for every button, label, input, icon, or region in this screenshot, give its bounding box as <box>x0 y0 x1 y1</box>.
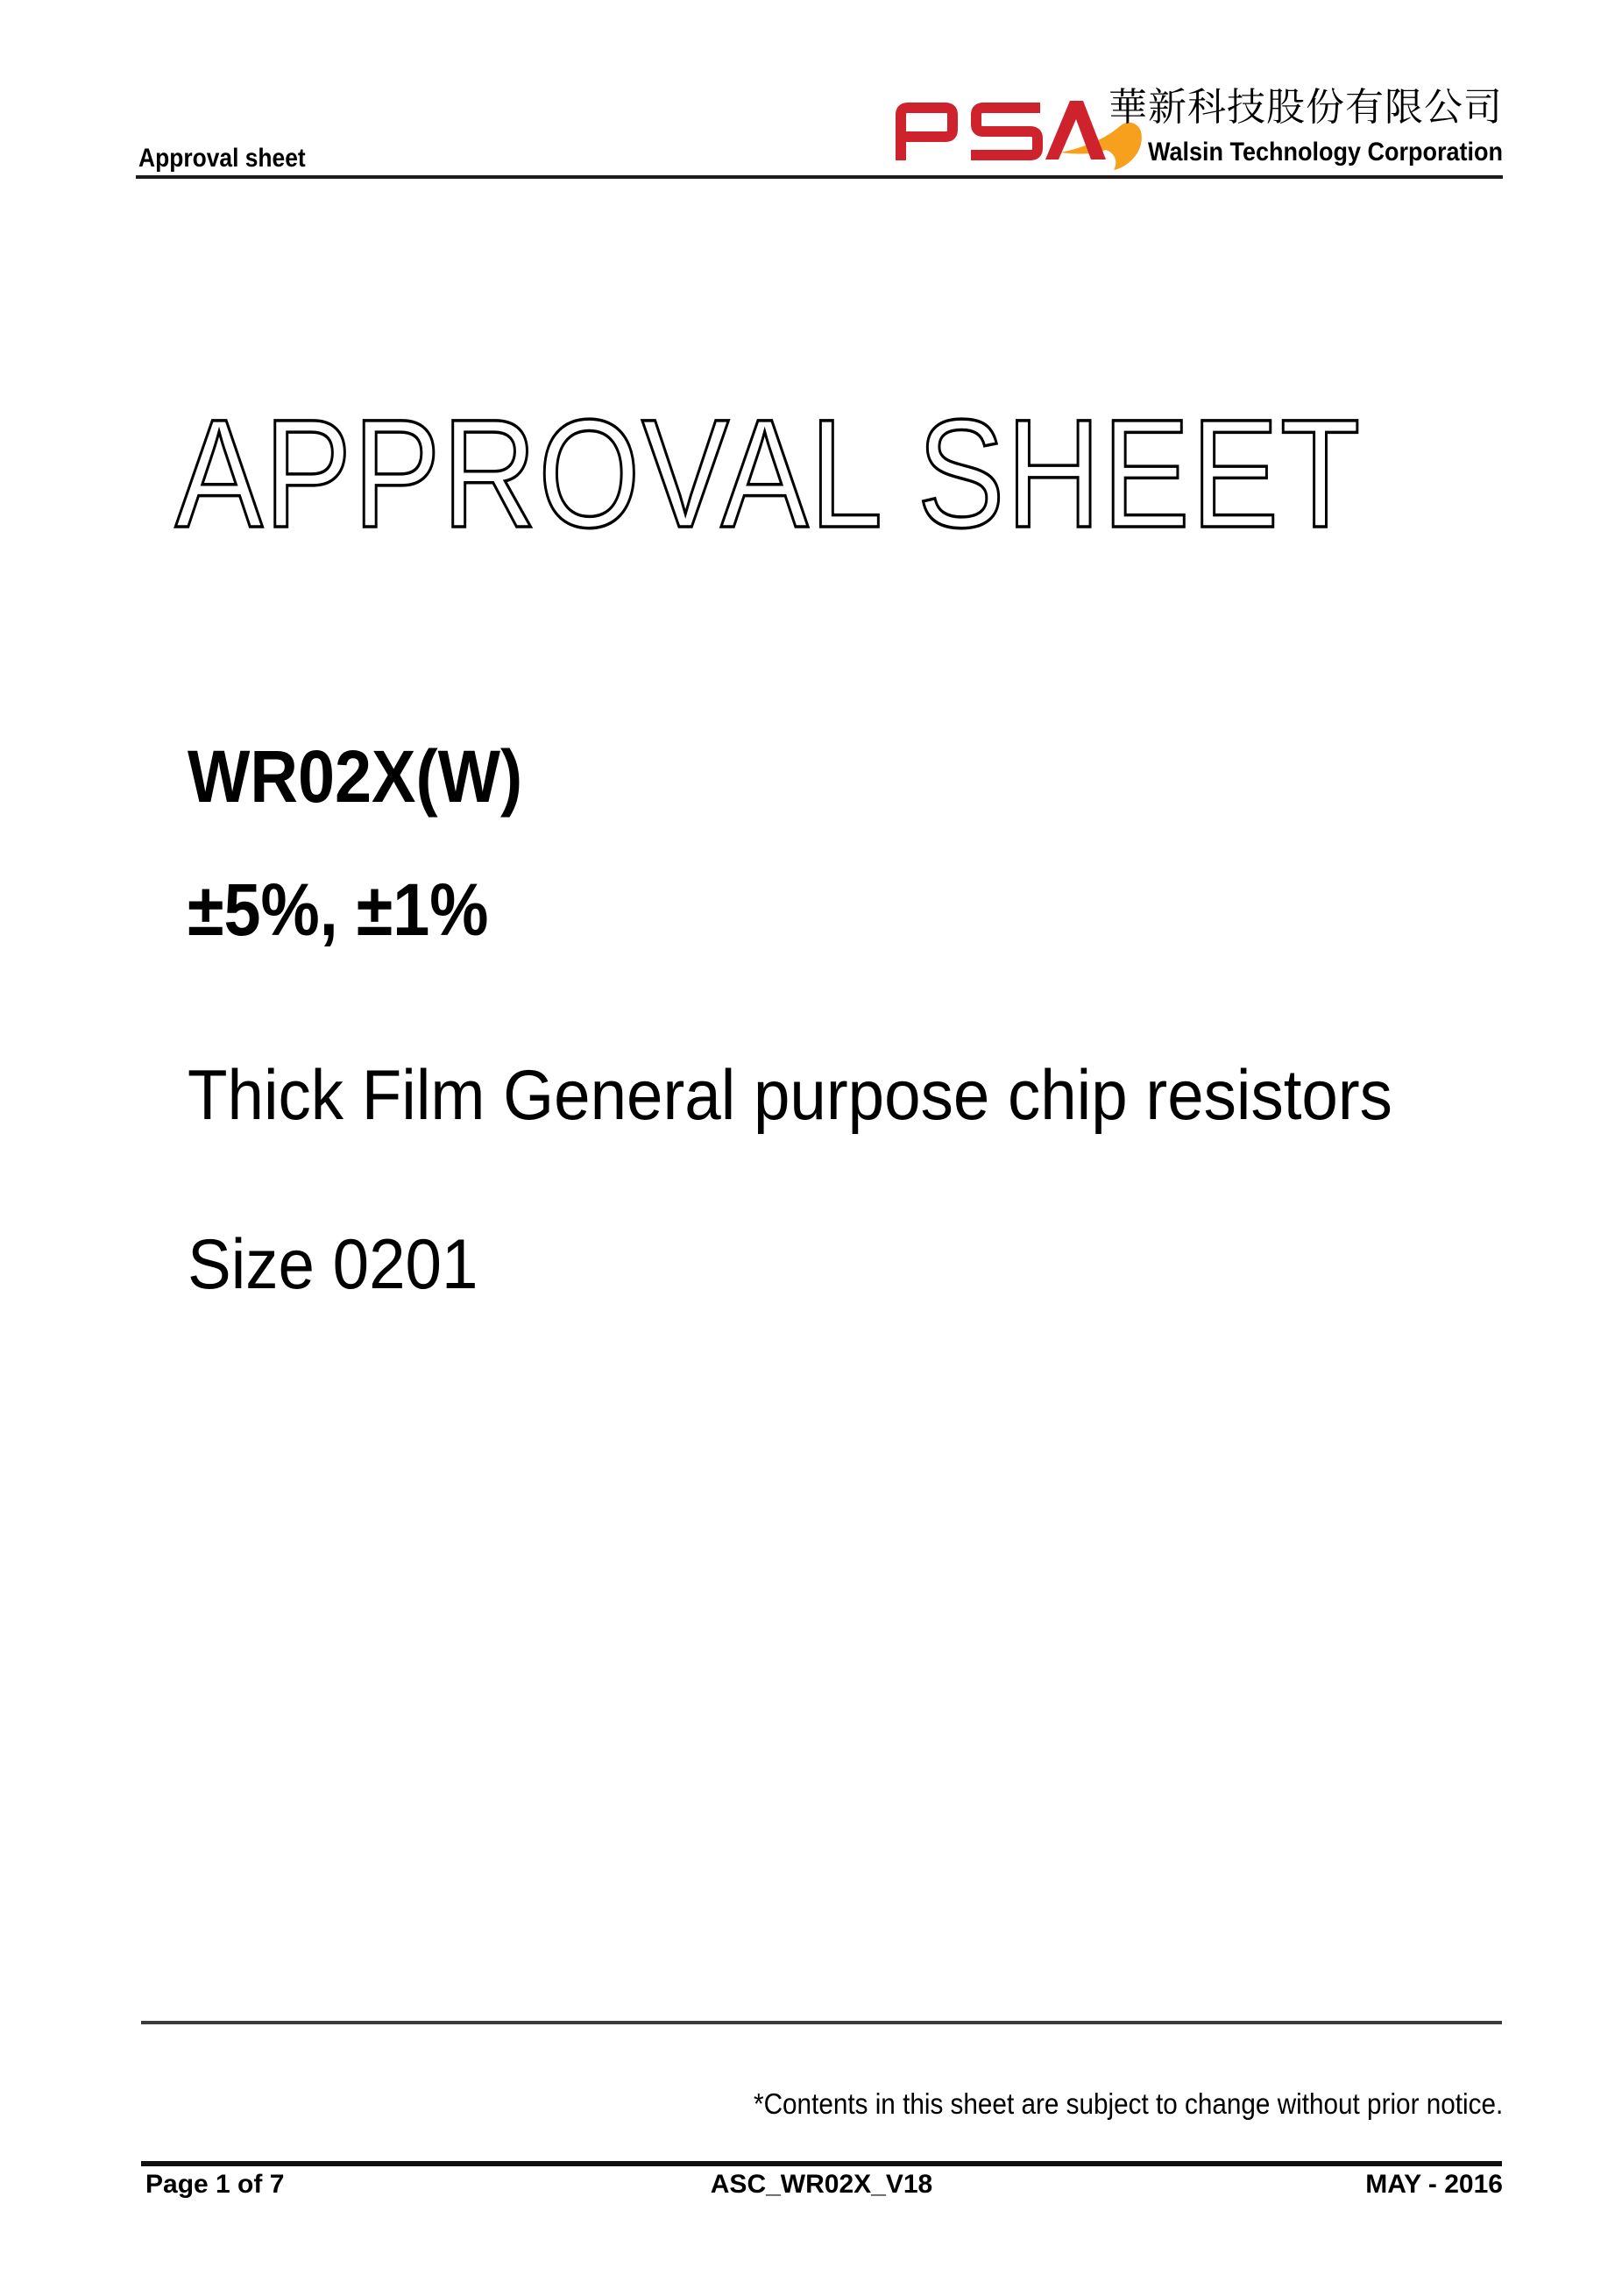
page-title-text: APPROVAL SHEET <box>175 388 1362 560</box>
logo-letter-s <box>971 108 1040 155</box>
tolerance-values: ±5%, ±1% <box>188 868 489 951</box>
part-number: WR02X(W) <box>188 735 523 818</box>
company-name-block <box>1108 86 1503 167</box>
product-description: Thick Film General purpose chip resistors <box>188 1056 1392 1135</box>
change-notice: *Contents in this sheet are subject to change without prior notice. <box>753 2087 1503 2120</box>
header-doc-type-label <box>138 145 329 172</box>
company-name-english: Walsin Technology Corporation <box>1148 138 1503 167</box>
product-size: Size 0201 <box>188 1225 478 1304</box>
logo-letter-p <box>901 108 953 160</box>
footer-upper-divider-line <box>141 2021 1502 2024</box>
header-doc-type-text: Approval sheet <box>138 144 306 173</box>
document-code: ASC_WR02X_V18 <box>710 2170 933 2199</box>
company-name-chinese: 華新科技股份有限公司 <box>1108 86 1503 129</box>
footer-lower-divider-line <box>141 2161 1502 2166</box>
document-date: MAY - 2016 <box>1365 2170 1503 2199</box>
page-number: Page 1 of 7 <box>145 2170 285 2199</box>
header-divider-line <box>136 175 1503 179</box>
page-title <box>175 388 1571 560</box>
